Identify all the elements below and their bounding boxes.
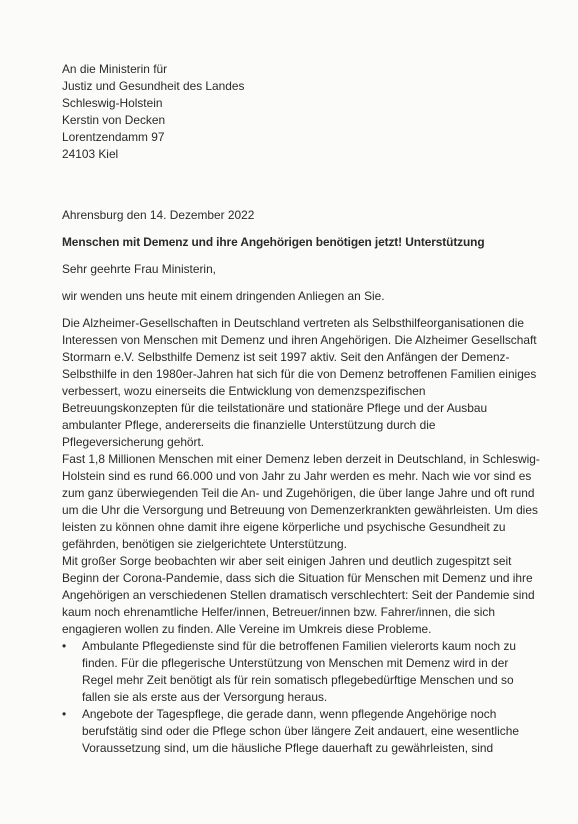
text-line: finden. Für die pflegerische Unterstützung von Menschen mit Demenz wird in der xyxy=(82,656,509,670)
bullet-item-day-care xyxy=(62,706,532,757)
address-line: Lorentzendamm 97 xyxy=(62,129,165,144)
address-line: An die Ministerin für xyxy=(62,62,168,76)
paragraph-alzheimer-societies xyxy=(62,315,537,451)
recipient-address xyxy=(62,61,244,162)
text-line: Mit großer Sorge beobachten wir aber seit einigen Jahren und deutlich zugespitzt seit xyxy=(62,554,512,568)
text-line: Die Alzheimer-Gesellschaften in Deutschland vertreten als Selbsthilfeorganisationen die xyxy=(62,316,525,330)
bullet-marker: • xyxy=(62,639,67,653)
text-line: leisten zu können ohne damit ihre eigene körperliche und psychische Gesundheit zu xyxy=(62,520,506,534)
address-line: Justiz und Gesundheit des Landes xyxy=(62,78,245,93)
text-line: fallen sie als erste aus der Versorgung heraus. xyxy=(82,690,328,704)
text-line: Stormarn e.V. Selbsthilfe Demenz ist seit 1997 aktiv. Seit den Anfängen der Demenz- xyxy=(62,350,510,364)
bullet-marker: • xyxy=(62,707,67,721)
text-line: Pflegeversicherung gehört. xyxy=(62,435,205,449)
salutation: Sehr geehrte Frau Ministerin, xyxy=(62,262,216,276)
text-line: Ambulante Pflegedienste sind für die betroffenen Familien vielerorts kaum noch zu xyxy=(82,639,517,653)
text-line: Interessen von Menschen mit Demenz und ihren Angehörigen. Die Alzheimer Gesellschaft xyxy=(62,333,537,347)
text-line: Betreuungskonzepten für die teilstationäre und stationäre Pflege und der Ausbau xyxy=(62,401,488,415)
letter-subject: Menschen mit Demenz und ihre Angehörigen benötigen jetzt! Unterstützung xyxy=(62,235,485,249)
text-line: Holstein sind es rund 66.000 und von Jahr zu Jahr werden es mehr. Nach wie vor sind es xyxy=(62,469,532,483)
text-line: engagieren wollen zu finden. Alle Vereine im Umkreis diese Probleme. xyxy=(62,622,432,636)
text-line: zum ganz überwiegenden Teil die An- und Zugehörigen, die über lange Jahre und oft rund xyxy=(62,486,535,500)
text-line: Angehörigen an verschiedenen Stellen dramatisch verschlechtert: Seit der Pandemie sind xyxy=(62,588,535,602)
paragraph-concerns xyxy=(62,553,535,638)
text-line: berufstätig sind oder die Pflege schon über längere Zeit andauert, eine wesentliche xyxy=(82,724,519,738)
address-line: Kerstin von Decken xyxy=(62,112,166,127)
text-line: Fast 1,8 Millionen Menschen mit einer Demenz leben derzeit in Deutschland, in Schleswig- xyxy=(62,452,540,466)
letter-date: Ahrensburg den 14. Dezember 2022 xyxy=(62,208,255,222)
paragraph-statistics xyxy=(62,451,540,553)
text-line: Selbsthilfe in den 1980er-Jahren hat sich für die von Demenz betroffenen Familien einiges xyxy=(62,367,537,381)
text-line: ambulanter Pflege, andererseits die finanzielle Unterstützung durch die xyxy=(62,418,436,432)
text-line: kaum noch ehrenamtliche Helfer/innen, Betreuer/innen bzw. Fahrer/innen, die sich xyxy=(62,605,495,619)
address-line: Schleswig-Holstein xyxy=(62,95,163,110)
text-line: um die Uhr die Versorgung und Betreuung von Demenzerkrankten gewährleisten. Um dies xyxy=(62,503,538,517)
text-line: verbessert, wozu einerseits die Entwicklung von demenzspezifischen xyxy=(62,384,426,398)
address-line: 24103 Kiel xyxy=(62,146,119,161)
bullet-item-ambulant-care xyxy=(62,638,532,706)
text-line: gefährden, benötigen sie zielgerichtete Unterstützung. xyxy=(62,537,347,551)
text-line: Beginn der Corona-Pandemie, dass sich die Situation für Menschen mit Demenz und ihre xyxy=(62,571,533,585)
intro-sentence: wir wenden uns heute mit einem dringenden Anliegen an Sie. xyxy=(62,289,385,303)
text-line: Regel mehr Zeit benötigt als für rein somatisch pflegebedürftige Menschen und so xyxy=(82,673,514,687)
text-line: Angebote der Tagespflege, die gerade dann, wenn pflegende Angehörige noch xyxy=(82,707,497,721)
text-line: Voraussetzung sind, um die häusliche Pflege dauerhaft zu gewährleisten, sind xyxy=(82,741,494,755)
